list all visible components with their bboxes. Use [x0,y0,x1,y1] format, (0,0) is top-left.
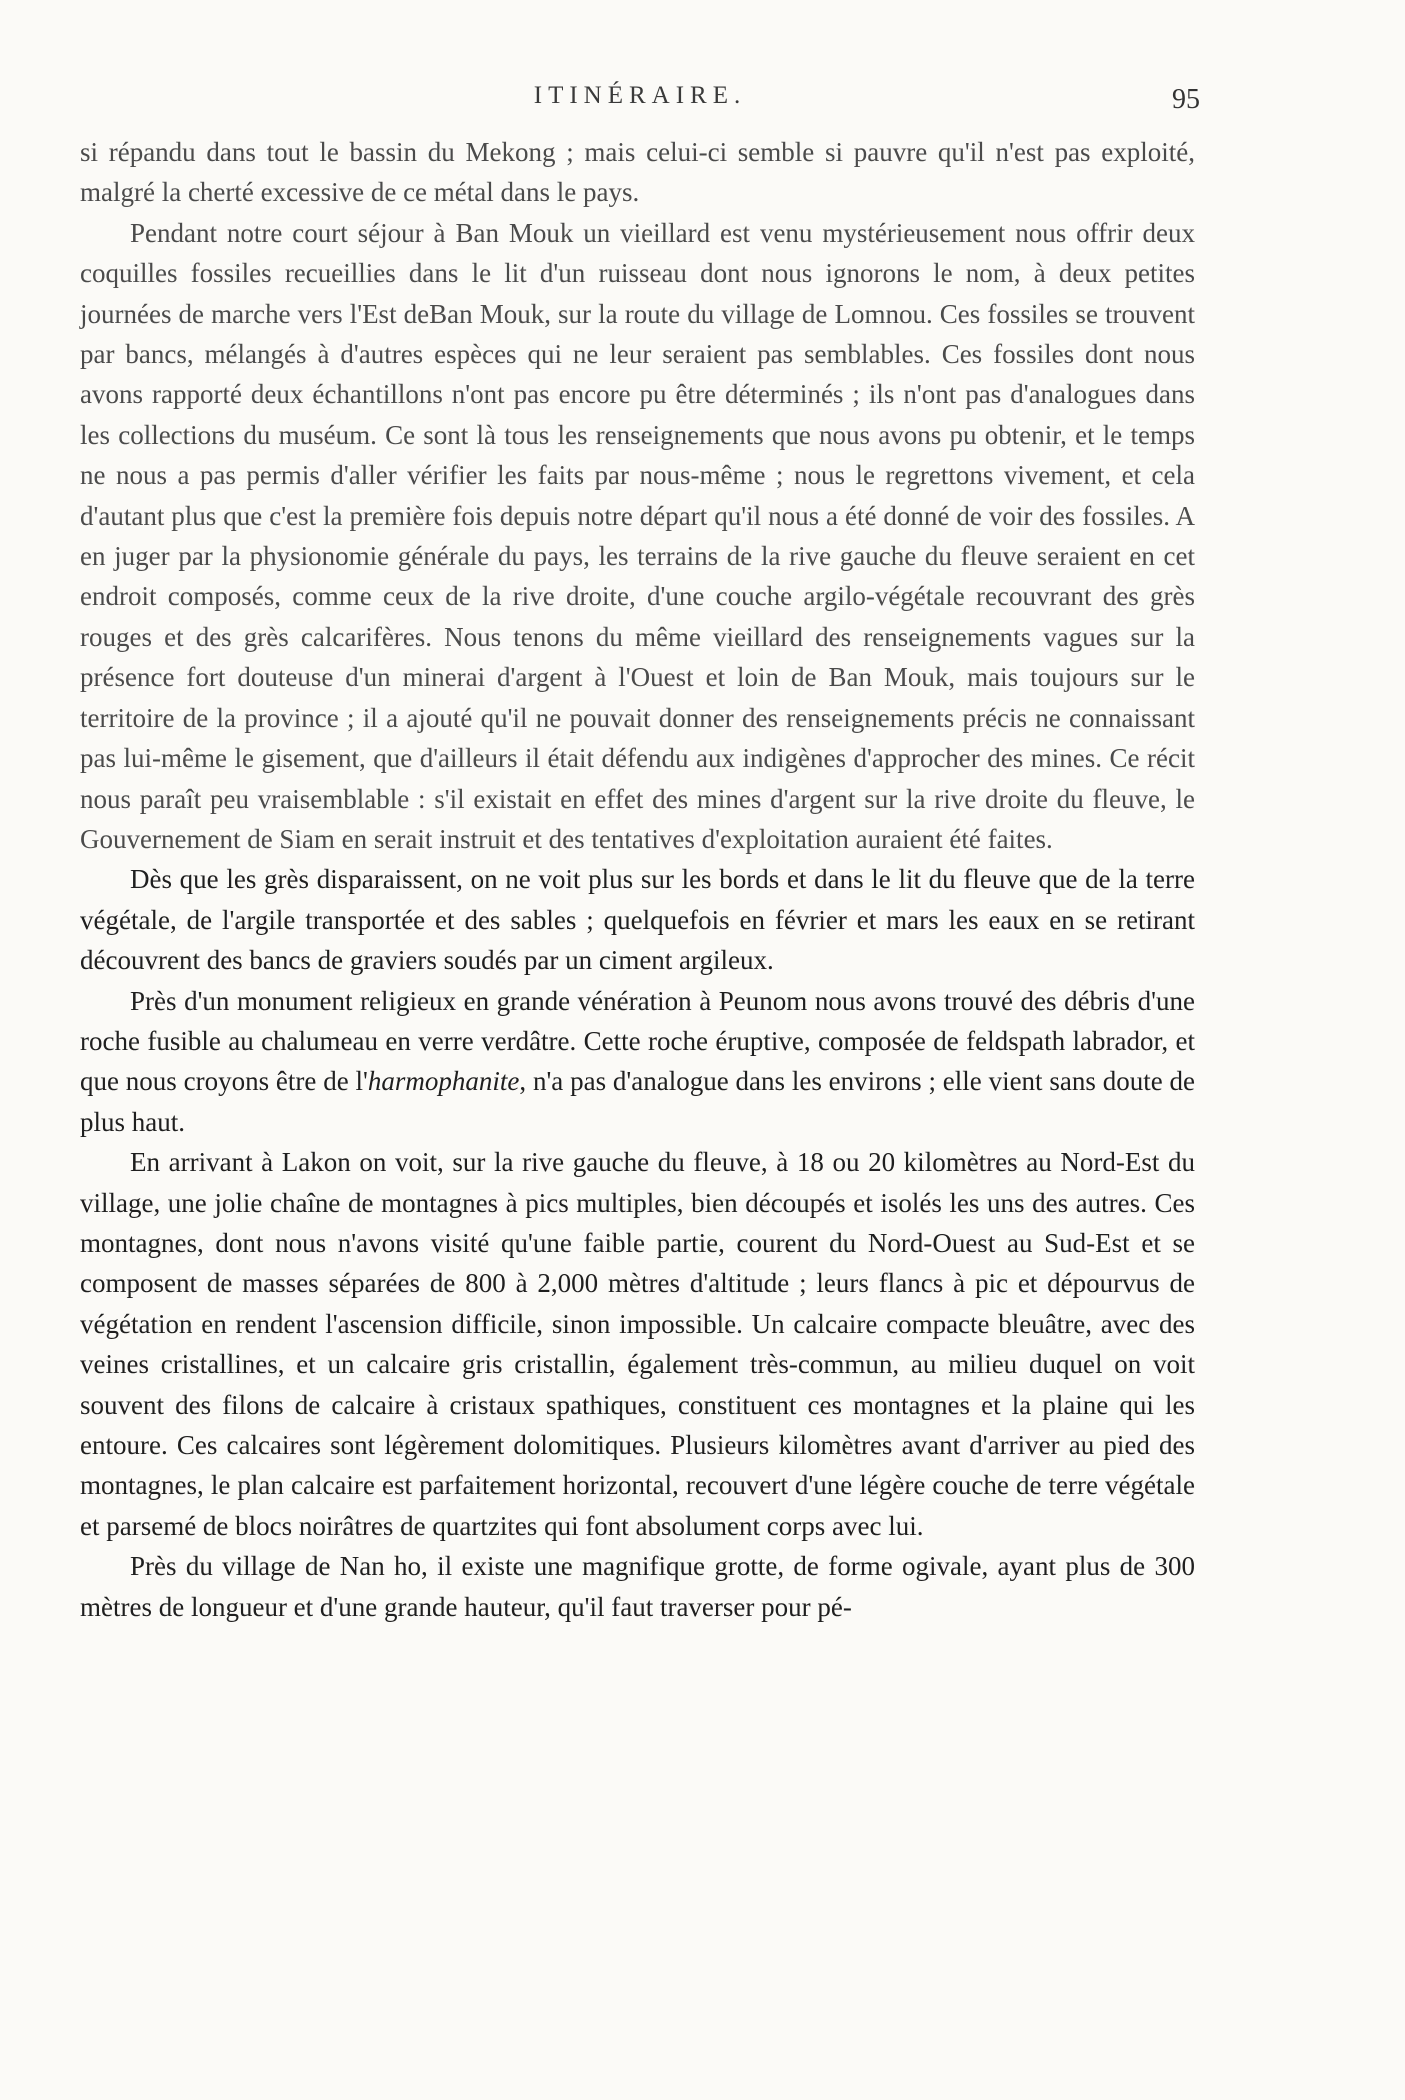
page-number: 95 [1172,84,1200,115]
body-text [80,132,1195,1627]
page-header [80,82,1200,122]
harmophanite-term: harmophanite [367,1066,520,1097]
paragraph-lakon: En arrivant à Lakon on voit, sur la rive gauche du fleuve, à 18 ou 20 kilomètres au Nord-Est du village, une jolie chaîne de montagnes à pics multiples, bien découpés et isolés les uns des autres. Ces montagnes, dont nous n'avons visité qu'une faible partie, courent du Nord-Ouest au Sud-Est et se composent de masses séparées de 800 à 2,000 mètres d'altitude ; leurs flancs à pic et dépourvus de végétation en rendent l'ascension difficile, sinon impossible. Un calcaire compacte bleuâtre, avec des veines cristallines, et un calcaire gris cristallin, également très-commun, au milieu duquel on voit souvent des filons de calcaire à cristaux spathiques, constituent ces montagnes et la plaine qui les entoure. Ces calcaires sont légèrement dolomitiques. Plusieurs kilomètres avant d'arriver au pied des montagnes, le plan calcaire est parfaitement horizontal, recouvert d'une légère couche de terre végétale et parsemé de blocs noirâtres de quartzites qui font absolument corps avec lui. [80,1147,1195,1541]
paragraph-peunom-start: Près d'un monument religieux en grande vénération à Peunom nous avons trouvé des débris d'une roche fusible au chalumeau en verre verdâtre. Cette roche éruptive, composée de feldspath labrador, et que nous croyons être de l' [80,985,1195,1097]
paragraph-sandstone: Dès que les grès disparaissent, on ne voit plus sur les bords et dans le lit du fleuve que de la terre végétale, de l'argile transportée et des sables ; quelquefois en février et mars les eaux en se retirant découvrent des bancs de graviers soudés par un ciment argileux. [80,864,1195,976]
paragraph-peunom [80,981,1195,1143]
paragraph-peunom-end: , n'a pas d'analogue dans les environs ; elle vient sans doute de plus haut. [80,1066,1195,1137]
paragraph-continuation: si répandu dans tout le bassin du Mekong ; mais celui-ci semble si pauvre qu'il n'est pas exploité, malgré la cherté excessive de ce métal dans le pays. [80,137,1195,208]
paragraph-fossils: Pendant notre court séjour à Ban Mouk un vieillard est venu mystérieusement nous offrir deux coquilles fossiles recueillies dans le lit d'un ruisseau dont nous ignorons le nom, à deux petites journées de marche vers l'Est deBan Mouk, sur la route du village de Lomnou. Ces fossiles se trouvent par bancs, mélangés à d'autres espèces qui ne leur seraient pas semblables. Ces fossiles dont nous avons rapporté deux échantillons n'ont pas encore pu être déterminés ; ils n'ont pas d'analogues dans les collections du muséum. Ce sont là tous les renseignements que nous avons pu obtenir, et le temps ne nous a pas permis d'aller vérifier les faits par nous-même ; nous le regrettons vivement, et cela d'autant plus que c'est la première fois depuis notre départ qu'il nous a été donné de voir des fossiles. A en juger par la physionomie générale du pays, les terrains de la rive gauche du fleuve seraient en cet endroit composés, comme ceux de la rive droite, d'une couche argilo-végétale recouvrant des grès rouges et des grès calcarifères. Nous tenons du même vieillard des renseignements vagues sur la présence fort douteuse d'un minerai d'argent à l'Ouest et loin de Ban Mouk, mais toujours sur le territoire de la province ; il a ajouté qu'il ne pouvait donner des renseignements précis ne connaissant pas lui-même le gisement, que d'ailleurs il était défendu aux indigènes d'approcher des mines. Ce récit nous paraît peu vraisemblable : s'il existait en effet des mines d'argent sur la rive droite du fleuve, le Gouvernement de Siam en serait instruit et des tentatives d'exploitation auraient été faites. [80,217,1195,854]
paragraph-nan-ho: Près du village de Nan ho, il existe une magnifique grotte, de forme ogivale, ayant plus de 300 mètres de longueur et d'une grande hauteur, qu'il faut traverser pour pé- [80,1551,1195,1622]
running-head: ITINÉRAIRE. [533,82,747,109]
